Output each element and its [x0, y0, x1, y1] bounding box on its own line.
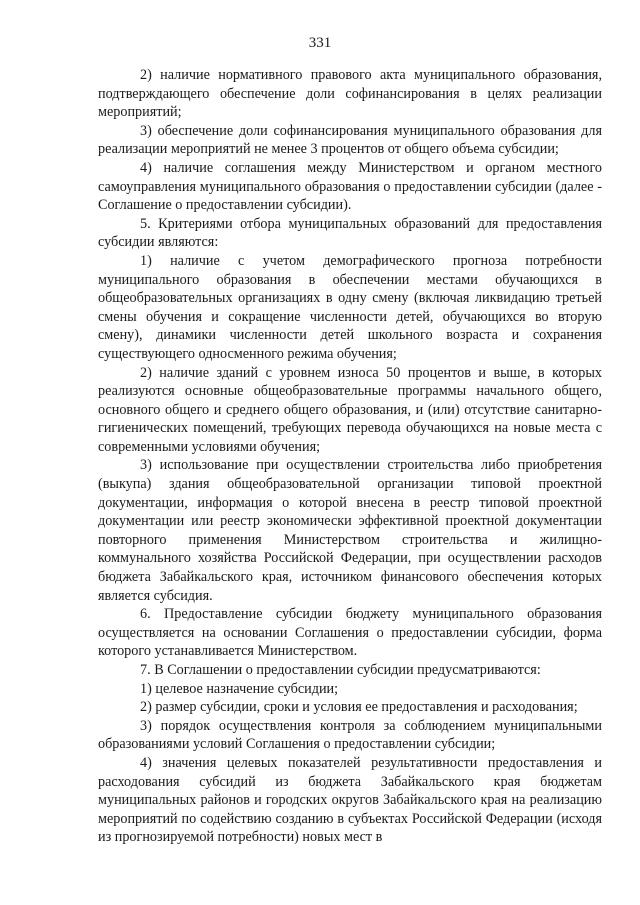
paragraph-section-6: 6. Предоставление субсидии бюджету муниципального образования осуществляется на основании Соглашения о предоставлении субсидии, форма которого устанавливается Министерством. [98, 606, 602, 660]
paragraph-agreement-item-2: 2) размер субсидии, сроки и условия ее предоставления и расходования; [140, 699, 578, 716]
paragraph-criterion-3: 3) использование при осуществлении строительства либо приобретения (выкупа) здания общеобразовательной организации типовой проектной документации, информация о которой внесена в реестр типовой проектной документации или реестр экономически эффективной проектной документации повторного применения Министерством строительства и жилищно-коммунального хозяйства Российской Федерации, при осуществлении расходов бюджета Забайкальского края, источником финансового обеспечения которых является субсидия. [98, 457, 602, 604]
paragraph-condition-4: 4) наличие соглашения между Министерством и органом местного самоуправления муниципального образования о предоставлении субсидии (далее - Соглашение о предоставлении субсидии). [98, 159, 602, 214]
paragraph-condition-3: 3) обеспечение доли софинансирования муниципального образования для реализации мероприятий не менее 3 процентов от общего объема субсидии; [98, 122, 602, 158]
paragraph-agreement-item-3: 3) порядок осуществления контроля за соблюдением муниципальными образованиями условий Соглашения о предоставлении субсидии; [98, 717, 602, 753]
page-number: 331 [308, 35, 332, 51]
paragraph-criterion-2: 2) наличие зданий с уровнем износа 50 процентов и выше, в которых реализуются основные общеобразовательные программы начального общего, основного общего и среднего общего образования, и (или) отсутствие санитарно-гигиенических помещений, требующих перевода обучающихся на новые места с современными условиями обучения; [98, 364, 602, 455]
paragraph-condition-2: 2) наличие нормативного правового акта муниципального образования, подтверждающего обеспечение доли софинансирования в целях реализации мероприятий; [98, 67, 602, 121]
paragraph-section-5: 5. Критериями отбора муниципальных образований для предоставления субсидии являются: [98, 215, 602, 251]
paragraph-criterion-1: 1) наличие с учетом демографического прогноза потребности муниципального образования в обеспечении местами обучающихся в общеобразовательных организациях в одну смену (включая ликвидацию третьей смены обучения и сокращение численности детей, обучающихся во вторую смену), динамики численности детей школьного возраста и сохранения существующего односменного режима обучения; [98, 252, 602, 362]
paragraph-section-7: 7. В Соглашении о предоставлении субсидии предусматриваются: [140, 662, 541, 678]
paragraph-agreement-item-1: 1) целевое назначение субсидии; [140, 680, 339, 697]
paragraph-agreement-item-4: 4) значения целевых показателей результативности предоставления и расходования субсидий из бюджета Забайкальского края бюджетам муниципальных районов и городских округов Забайкальского края на реализацию мероприятий по содействию созданию в субъектах Российской Федерации (исходя из прогнозируемой потребности) новых мест в [98, 754, 602, 846]
document-body [98, 66, 602, 847]
